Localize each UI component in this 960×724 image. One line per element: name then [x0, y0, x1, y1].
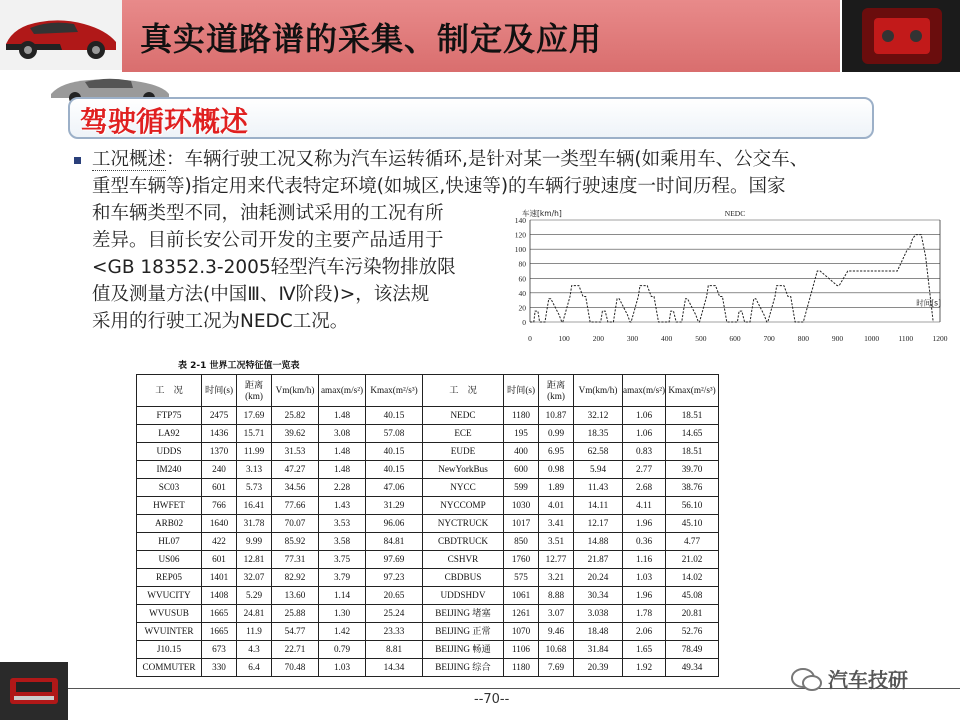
table-cell: 39.62: [272, 425, 319, 443]
table-row: [137, 479, 719, 497]
table-cell: 8.81: [366, 641, 423, 659]
table-cell: 25.24: [366, 605, 423, 623]
table-cell: 97.69: [366, 551, 423, 569]
table-cell: FTP75: [137, 407, 202, 425]
table-cell: 4.3: [237, 641, 272, 659]
table-cell: BEIJING 正常: [423, 623, 504, 641]
table-cell: 17.69: [237, 407, 272, 425]
intro-paragraph-continued: [92, 200, 512, 335]
table-cell: 1106: [504, 641, 539, 659]
table-row: [137, 443, 719, 461]
table-row: [137, 623, 719, 641]
table-cell: 15.71: [237, 425, 272, 443]
table-cell: 56.10: [666, 497, 719, 515]
table-cell: 62.58: [574, 443, 623, 461]
table-row: [137, 515, 719, 533]
table-cell: 240: [202, 461, 237, 479]
table-cell: 31.29: [366, 497, 423, 515]
table-header-cell: 时间(s): [504, 375, 539, 407]
table-cell: 18.51: [666, 443, 719, 461]
table-cell: 1401: [202, 569, 237, 587]
table-cell: 1640: [202, 515, 237, 533]
table-cell: 24.81: [237, 605, 272, 623]
table-row: [137, 425, 719, 443]
engine-image: [842, 0, 960, 72]
table-cell: 85.92: [272, 533, 319, 551]
table-cell: 3.07: [539, 605, 574, 623]
table-cell: 3.41: [539, 515, 574, 533]
table-cell: 21.87: [574, 551, 623, 569]
table-cell: 14.88: [574, 533, 623, 551]
table-cell: 21.02: [666, 551, 719, 569]
table-cell: 0.83: [623, 443, 666, 461]
table-cell: HL07: [137, 533, 202, 551]
table-cell: 20.65: [366, 587, 423, 605]
table-cell: 34.56: [272, 479, 319, 497]
y-axis-label: 车速[km/h]: [522, 209, 562, 218]
table-cell: 601: [202, 479, 237, 497]
table-cell: 599: [504, 479, 539, 497]
table-cell: 8.88: [539, 587, 574, 605]
table-cell: NYCC: [423, 479, 504, 497]
table-header-cell: 工 况: [137, 375, 202, 407]
table-cell: 45.10: [666, 515, 719, 533]
table-cell: 422: [202, 533, 237, 551]
table-cell: 22.71: [272, 641, 319, 659]
table-row: [137, 605, 719, 623]
table-cell: WVUINTER: [137, 623, 202, 641]
table-cell: 1.48: [319, 407, 366, 425]
table-cell: 96.06: [366, 515, 423, 533]
y-tick-label: 20: [518, 303, 526, 313]
table-row: [137, 461, 719, 479]
table-cell: 3.51: [539, 533, 574, 551]
table-cell: NYCCOMP: [423, 497, 504, 515]
table-cell: 47.27: [272, 461, 319, 479]
x-tick-label: 700: [763, 334, 775, 343]
table-cell: REP05: [137, 569, 202, 587]
table-cell: ARB02: [137, 515, 202, 533]
intro-paragraph: [92, 146, 922, 200]
chart-title: NEDC: [724, 209, 746, 218]
table-cell: 57.08: [366, 425, 423, 443]
x-tick-label: 600: [729, 334, 741, 343]
table-cell: 4.11: [623, 497, 666, 515]
table-cell: 3.53: [319, 515, 366, 533]
table-cell: CBDBUS: [423, 569, 504, 587]
table-row: [137, 533, 719, 551]
table-cell: 14.02: [666, 569, 719, 587]
table-cell: 1.14: [319, 587, 366, 605]
table-cell: 0.98: [539, 461, 574, 479]
table-row: [137, 569, 719, 587]
section-title: 驾驶循环概述: [80, 105, 249, 138]
y-tick-label: 100: [514, 245, 526, 255]
table-cell: 1436: [202, 425, 237, 443]
table-cell: 31.53: [272, 443, 319, 461]
text-line: 和车辆类型不同，油耗测试采用的工况有所: [92, 203, 444, 224]
table-cell: 77.66: [272, 497, 319, 515]
table-header-cell: Kmax(m²/s³): [666, 375, 719, 407]
table-cell: 6.4: [237, 659, 272, 677]
table-cell: 3.79: [319, 569, 366, 587]
table-cell: 12.81: [237, 551, 272, 569]
x-axis-label: 时间[s]: [916, 298, 941, 308]
intro-line-1: 车辆行驶工况又称为汽车运转循环,是针对某一类型车辆(如乘用车、公交车、: [184, 149, 809, 170]
table-cell: 0.99: [539, 425, 574, 443]
y-tick-label: 120: [514, 230, 526, 240]
table-cell: 30.34: [574, 587, 623, 605]
table-cell: 673: [202, 641, 237, 659]
table-row: [137, 551, 719, 569]
table-cell: 1017: [504, 515, 539, 533]
intro-colon: ：: [166, 149, 185, 170]
table-cell: EUDE: [423, 443, 504, 461]
table-cell: 1.06: [623, 407, 666, 425]
table-cell: 12.77: [539, 551, 574, 569]
table-cell: 766: [202, 497, 237, 515]
table-cell: 18.48: [574, 623, 623, 641]
table-cell: NYCTRUCK: [423, 515, 504, 533]
text-line: 采用的行驶工况为NEDC工况。: [92, 311, 349, 332]
table-cell: J10.15: [137, 641, 202, 659]
table-cell: 1.96: [623, 515, 666, 533]
table-cell: 1180: [504, 407, 539, 425]
x-tick-label: 1200: [932, 334, 948, 343]
table-cell: 575: [504, 569, 539, 587]
table-cell: 1.43: [319, 497, 366, 515]
table-cell: BEIJING 畅通: [423, 641, 504, 659]
table-cell: 1.96: [623, 587, 666, 605]
x-tick-label: 500: [695, 334, 707, 343]
table-cell: NEDC: [423, 407, 504, 425]
table-cell: 2.06: [623, 623, 666, 641]
table-cell: IM240: [137, 461, 202, 479]
table-cell: CBDTRUCK: [423, 533, 504, 551]
table-cell: 45.08: [666, 587, 719, 605]
table-cell: 1.30: [319, 605, 366, 623]
text-line: 值及测量方法(中国Ⅲ、Ⅳ阶段)>，该法规: [92, 284, 430, 305]
table-cell: 31.78: [237, 515, 272, 533]
table-cell: 20.39: [574, 659, 623, 677]
table-cell: 14.65: [666, 425, 719, 443]
table-cell: 20.24: [574, 569, 623, 587]
sports-car-image: [0, 0, 122, 70]
table-cell: 11.43: [574, 479, 623, 497]
table-cell: 49.34: [666, 659, 719, 677]
table-header-cell: 距离(km): [539, 375, 574, 407]
table-cell: 40.15: [366, 443, 423, 461]
table-cell: 9.46: [539, 623, 574, 641]
table-cell: 25.82: [272, 407, 319, 425]
driving-cycle-table: [136, 374, 719, 677]
table-cell: 1.65: [623, 641, 666, 659]
table-cell: 11.99: [237, 443, 272, 461]
table-cell: 32.12: [574, 407, 623, 425]
table-cell: 5.29: [237, 587, 272, 605]
y-tick-label: 0: [522, 318, 526, 327]
page-title: 真实道路谱的采集、制定及应用: [140, 20, 603, 58]
table-cell: 850: [504, 533, 539, 551]
table-cell: SC03: [137, 479, 202, 497]
table-header-cell: 时间(s): [202, 375, 237, 407]
table-cell: ECE: [423, 425, 504, 443]
table-row: [137, 587, 719, 605]
table-cell: 400: [504, 443, 539, 461]
table-cell: 13.60: [272, 587, 319, 605]
table-cell: 330: [202, 659, 237, 677]
y-tick-label: 80: [518, 259, 526, 269]
table-cell: 38.76: [666, 479, 719, 497]
table-cell: 3.21: [539, 569, 574, 587]
y-tick-label: 60: [518, 274, 526, 284]
table-cell: 0.36: [623, 533, 666, 551]
table-cell: 1665: [202, 623, 237, 641]
table-cell: WVUCITY: [137, 587, 202, 605]
text-line: 差异。目前长安公司开发的主要产品适用于: [92, 230, 444, 251]
table-cell: 77.31: [272, 551, 319, 569]
table-cell: 16.41: [237, 497, 272, 515]
table-cell: 601: [202, 551, 237, 569]
y-tick-label: 140: [514, 216, 526, 225]
table-cell: HWFET: [137, 497, 202, 515]
table-cell: 4.01: [539, 497, 574, 515]
table-caption: 表 2-1 世界工况特征值一览表: [178, 361, 300, 371]
table-cell: 2.68: [623, 479, 666, 497]
table-cell: 600: [504, 461, 539, 479]
table-cell: 3.08: [319, 425, 366, 443]
table-cell: 5.94: [574, 461, 623, 479]
table-cell: 1.03: [623, 569, 666, 587]
table-cell: 1261: [504, 605, 539, 623]
table-cell: CSHVR: [423, 551, 504, 569]
table-header-cell: Vm(km/h): [272, 375, 319, 407]
x-tick-label: 1000: [864, 334, 880, 343]
table-cell: 10.87: [539, 407, 574, 425]
table-cell: 1370: [202, 443, 237, 461]
table-cell: 9.99: [237, 533, 272, 551]
table-cell: 3.038: [574, 605, 623, 623]
table-cell: 52.76: [666, 623, 719, 641]
table-cell: US06: [137, 551, 202, 569]
table-row: [137, 407, 719, 425]
table-header-cell: 距离(km): [237, 375, 272, 407]
table-cell: 40.15: [366, 461, 423, 479]
table-cell: 82.92: [272, 569, 319, 587]
red-truck-image: [0, 662, 68, 720]
table-cell: 14.11: [574, 497, 623, 515]
x-tick-label: 1100: [898, 334, 914, 343]
table-cell: 20.81: [666, 605, 719, 623]
table-cell: BEIJING 堵塞: [423, 605, 504, 623]
table-cell: 3.75: [319, 551, 366, 569]
table-cell: 195: [504, 425, 539, 443]
x-tick-label: 400: [661, 334, 673, 343]
table-cell: 97.23: [366, 569, 423, 587]
table-cell: 70.48: [272, 659, 319, 677]
table-cell: 2.28: [319, 479, 366, 497]
table-cell: 25.88: [272, 605, 319, 623]
table-cell: LA92: [137, 425, 202, 443]
table-cell: 18.35: [574, 425, 623, 443]
header-bar: [0, 0, 960, 72]
table-cell: 1.42: [319, 623, 366, 641]
table-cell: UDDSHDV: [423, 587, 504, 605]
table-cell: 18.51: [666, 407, 719, 425]
table-cell: 7.69: [539, 659, 574, 677]
table-cell: 1408: [202, 587, 237, 605]
table-cell: 1.48: [319, 443, 366, 461]
footer-divider: [68, 688, 960, 689]
table-cell: 31.84: [574, 641, 623, 659]
table-cell: 1.78: [623, 605, 666, 623]
table-cell: 1.48: [319, 461, 366, 479]
x-tick-label: 200: [592, 334, 604, 343]
table-cell: 84.81: [366, 533, 423, 551]
table-cell: 78.49: [666, 641, 719, 659]
table-header-cell: Vm(km/h): [574, 375, 623, 407]
table-row: [137, 641, 719, 659]
table-cell: 70.07: [272, 515, 319, 533]
table-cell: 1030: [504, 497, 539, 515]
bullet-icon: [74, 157, 81, 164]
table-row: [137, 659, 719, 677]
table-cell: UDDS: [137, 443, 202, 461]
table-cell: 14.34: [366, 659, 423, 677]
y-tick-label: 40: [518, 288, 526, 298]
table-cell: 40.15: [366, 407, 423, 425]
table-cell: 0.79: [319, 641, 366, 659]
table-cell: 1.03: [319, 659, 366, 677]
table-cell: 23.33: [366, 623, 423, 641]
table-row: [137, 497, 719, 515]
x-tick-label: 0: [528, 334, 532, 343]
x-tick-label: 800: [797, 334, 809, 343]
table-cell: 11.9: [237, 623, 272, 641]
table-cell: 2.77: [623, 461, 666, 479]
table-cell: 12.17: [574, 515, 623, 533]
table-cell: 39.70: [666, 461, 719, 479]
table-cell: 2475: [202, 407, 237, 425]
table-cell: WVUSUB: [137, 605, 202, 623]
text-line: <GB 18352.3-2005轻型汽车污染物排放限: [92, 257, 456, 278]
table-cell: 47.06: [366, 479, 423, 497]
table-cell: 54.77: [272, 623, 319, 641]
table-cell: 1061: [504, 587, 539, 605]
intro-label: 工况概述: [92, 149, 167, 170]
table-cell: 1760: [504, 551, 539, 569]
table-cell: NewYorkBus: [423, 461, 504, 479]
table-header-row: [137, 375, 719, 407]
nedc-speed-chart: [508, 202, 954, 348]
table-cell: 1.06: [623, 425, 666, 443]
table-cell: 4.77: [666, 533, 719, 551]
page-number: --70--: [474, 692, 510, 707]
table-cell: 1.89: [539, 479, 574, 497]
table-cell: 1.16: [623, 551, 666, 569]
table-cell: 3.13: [237, 461, 272, 479]
x-tick-label: 300: [626, 334, 639, 343]
table-header-cell: 工 况: [423, 375, 504, 407]
table-cell: 6.95: [539, 443, 574, 461]
table-header-cell: amax(m/s²): [623, 375, 666, 407]
table-cell: 3.58: [319, 533, 366, 551]
table-header-cell: amax(m/s²): [319, 375, 366, 407]
table-cell: 1.92: [623, 659, 666, 677]
x-tick-label: 900: [831, 334, 844, 343]
table-cell: 1070: [504, 623, 539, 641]
intro-line-2: 重型车辆等)指定用来代表特定环境(如城区,快速等)的车辆行驶速度一时间历程。国家: [92, 176, 786, 197]
table-cell: 5.73: [237, 479, 272, 497]
table-cell: 10.68: [539, 641, 574, 659]
watermark-text: 汽车技研: [828, 668, 908, 692]
wechat-icon: [790, 666, 824, 694]
table-cell: COMMUTER: [137, 659, 202, 677]
table-cell: 1180: [504, 659, 539, 677]
table-cell: 32.07: [237, 569, 272, 587]
table-header-cell: Kmax(m²/s³): [366, 375, 423, 407]
table-cell: 1665: [202, 605, 237, 623]
table-cell: BEIJING 综合: [423, 659, 504, 677]
x-tick-label: 100: [558, 334, 570, 343]
